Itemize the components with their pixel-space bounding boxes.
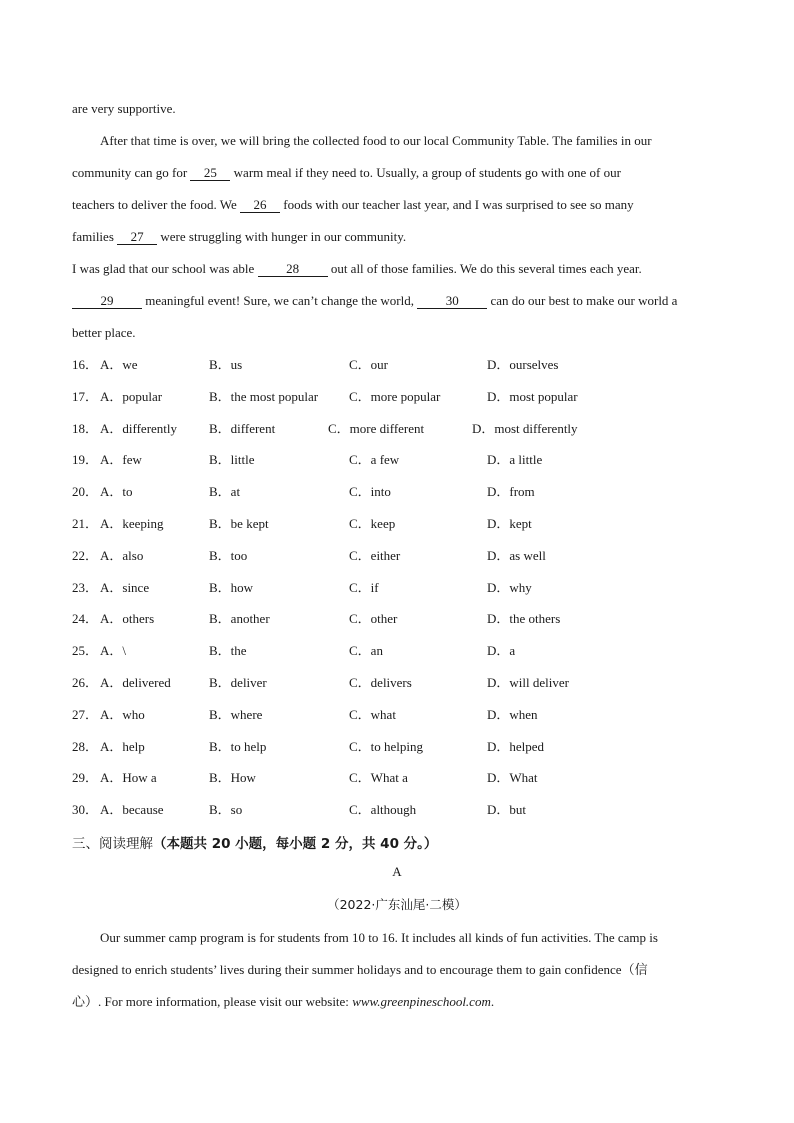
option-d[interactable]: D．most popular xyxy=(487,388,578,404)
question-number: 20． xyxy=(72,484,99,500)
answer-blank-27[interactable]: 27 xyxy=(117,229,157,245)
option-a[interactable]: A．since xyxy=(100,579,150,595)
option-d[interactable]: D．will deliver xyxy=(487,675,569,690)
question-row xyxy=(72,767,722,789)
passage-line xyxy=(72,322,136,344)
answer-blank-26[interactable]: 26 xyxy=(240,197,280,213)
reading-line xyxy=(72,959,648,981)
section-number: 三、阅读理解 xyxy=(72,836,153,852)
section-heading xyxy=(72,832,437,852)
option-a[interactable]: A．popular xyxy=(100,388,163,404)
question-row xyxy=(72,481,722,503)
option-c[interactable]: C．What a xyxy=(349,770,408,786)
passage-text: were struggling with hunger in our community. xyxy=(157,229,407,244)
option-b[interactable]: B．too xyxy=(209,547,248,563)
option-b[interactable]: B．How xyxy=(209,770,256,786)
option-a[interactable]: A．we xyxy=(100,357,138,372)
passage-line xyxy=(72,130,652,152)
question-number: 25． xyxy=(72,643,99,659)
reading-text: 心）. For more information, please visit our website: xyxy=(72,994,353,1009)
passage-text: After that time is over, we will bring the collected food to our local Community Table. The families in our xyxy=(100,133,652,148)
question-number: 23． xyxy=(72,579,99,595)
passage-text: are very supportive. xyxy=(72,101,176,116)
question-number: 16． xyxy=(72,357,99,372)
option-b[interactable]: B．to help xyxy=(209,738,267,754)
option-c[interactable]: C．what xyxy=(349,706,396,722)
option-c[interactable]: C．delivers xyxy=(349,675,412,690)
option-a[interactable]: A．to xyxy=(100,484,133,500)
option-c[interactable]: C．more different xyxy=(328,420,425,436)
option-b[interactable]: B．another xyxy=(209,611,270,627)
passage-text: out all of those families. We do this several times each year. xyxy=(327,261,642,276)
passage-text: warm meal if they need to. Usually, a group of students go with one of our xyxy=(230,165,621,180)
passage-text: families xyxy=(72,229,118,244)
option-d[interactable]: D．as well xyxy=(487,547,546,563)
passage-line xyxy=(72,258,642,280)
question-row xyxy=(72,513,722,535)
question-row xyxy=(72,418,722,440)
question-row xyxy=(72,672,722,694)
passage-source: （2022·广东汕尾·二模） xyxy=(327,897,467,912)
question-row xyxy=(72,704,722,726)
option-c[interactable]: C．an xyxy=(349,643,383,659)
passage-line xyxy=(72,162,621,184)
question-row xyxy=(72,449,722,471)
question-number: 27． xyxy=(72,706,99,722)
option-c[interactable]: C．into xyxy=(349,484,391,500)
option-a[interactable]: A．others xyxy=(100,611,155,627)
question-number: 24． xyxy=(72,611,99,627)
passage-line xyxy=(72,290,677,312)
question-number: 28． xyxy=(72,738,99,754)
section-note: （本题共 20 小题，每小题 2 分，共 40 分。） xyxy=(153,836,438,852)
option-a[interactable]: A．How a xyxy=(100,770,157,786)
question-number: 22． xyxy=(72,547,99,563)
option-d[interactable]: D．helped xyxy=(487,738,545,754)
option-b[interactable]: B．the most popular xyxy=(209,388,319,404)
option-b[interactable]: B．the xyxy=(209,643,247,659)
question-number: 17． xyxy=(72,388,99,404)
passage-text: can do our best to make our world a xyxy=(487,293,678,308)
question-number: 29． xyxy=(72,770,99,786)
passage-line xyxy=(72,226,406,248)
option-a[interactable]: A．also xyxy=(100,547,144,563)
option-c[interactable]: C．a few xyxy=(349,452,400,468)
option-d[interactable]: D．ourselves xyxy=(487,357,559,372)
option-c[interactable]: C．keep xyxy=(349,516,396,531)
option-d[interactable]: D．from xyxy=(487,484,535,500)
option-d[interactable]: D．why xyxy=(487,579,532,595)
question-row xyxy=(72,640,722,662)
option-b[interactable]: B．be kept xyxy=(209,516,269,531)
passage-text: foods with our teacher last year, and I was surprised to see so many xyxy=(280,197,634,212)
option-b[interactable]: B．us xyxy=(209,357,243,372)
passage-text: I was glad that our school was able xyxy=(72,261,258,276)
option-d[interactable]: D．but xyxy=(487,802,527,818)
option-b[interactable]: B．at xyxy=(209,484,241,500)
question-number: 18． xyxy=(72,420,99,436)
answer-blank-25[interactable]: 25 xyxy=(190,165,230,181)
reading-text: . xyxy=(490,994,495,1009)
option-a[interactable]: A．delivered xyxy=(100,675,171,690)
question-row xyxy=(72,354,722,376)
option-c[interactable]: C．more popular xyxy=(349,388,441,404)
option-d[interactable]: D．most differently xyxy=(472,420,578,436)
option-b[interactable]: B．deliver xyxy=(209,675,267,690)
option-b[interactable]: B．different xyxy=(209,420,276,436)
option-c[interactable]: C．to helping xyxy=(349,738,424,754)
question-number: 19． xyxy=(72,452,99,468)
reading-line xyxy=(72,991,494,1013)
reading-line xyxy=(72,927,658,949)
passage-line xyxy=(72,98,176,120)
option-c[interactable]: C．if xyxy=(349,579,379,595)
option-a[interactable]: A．who xyxy=(100,706,145,722)
passage-text: teachers to deliver the food. We xyxy=(72,197,241,212)
question-number: 21． xyxy=(72,516,99,531)
question-row xyxy=(72,799,722,821)
reading-text: Our summer camp program is for students from 10 to 16. It includes all kinds of fun activities. The camp is xyxy=(100,930,658,945)
question-row xyxy=(72,545,722,567)
passage-text: better place. xyxy=(72,325,136,340)
option-d[interactable]: D．the others xyxy=(487,611,561,627)
answer-blank-30[interactable]: 30 xyxy=(417,293,487,309)
option-b[interactable]: B．so xyxy=(209,802,243,818)
option-d[interactable]: D．What xyxy=(487,770,538,786)
option-a[interactable]: A．keeping xyxy=(100,516,164,531)
question-row xyxy=(72,577,722,599)
option-b[interactable]: B．little xyxy=(209,452,255,468)
question-number: 30． xyxy=(72,802,99,818)
reading-text: designed to enrich students’ lives during their summer holidays and to encourage them to gain confidence（信 xyxy=(72,962,648,977)
question-row xyxy=(72,386,722,408)
option-d[interactable]: D．when xyxy=(487,706,538,722)
option-c[interactable]: C．either xyxy=(349,547,401,563)
option-c[interactable]: C．other xyxy=(349,611,398,627)
website-link[interactable]: www.greenpineschool.com xyxy=(352,994,491,1009)
question-number: 26． xyxy=(72,675,99,690)
option-c[interactable]: C．our xyxy=(349,357,389,372)
option-c[interactable]: C．although xyxy=(349,802,417,818)
passage-letter: A xyxy=(392,864,402,879)
option-a[interactable]: A．\ xyxy=(100,643,127,659)
option-a[interactable]: A．differently xyxy=(100,420,178,436)
option-b[interactable]: B．where xyxy=(209,706,263,722)
option-a[interactable]: A．help xyxy=(100,738,145,754)
passage-line xyxy=(72,194,634,216)
option-d[interactable]: D．a xyxy=(487,643,516,659)
passage-text: community can go for xyxy=(72,165,191,180)
option-b[interactable]: B．how xyxy=(209,579,254,595)
option-a[interactable]: A．few xyxy=(100,452,142,468)
option-d[interactable]: D．kept xyxy=(487,516,532,531)
option-d[interactable]: D．a little xyxy=(487,452,543,468)
answer-blank-29[interactable]: 29 xyxy=(72,293,142,309)
question-row xyxy=(72,608,722,630)
option-a[interactable]: A．because xyxy=(100,802,164,818)
passage-text: meaningful event! Sure, we can’t change the world, xyxy=(142,293,418,308)
question-row xyxy=(72,736,722,758)
answer-blank-28[interactable]: 28 xyxy=(258,261,328,277)
